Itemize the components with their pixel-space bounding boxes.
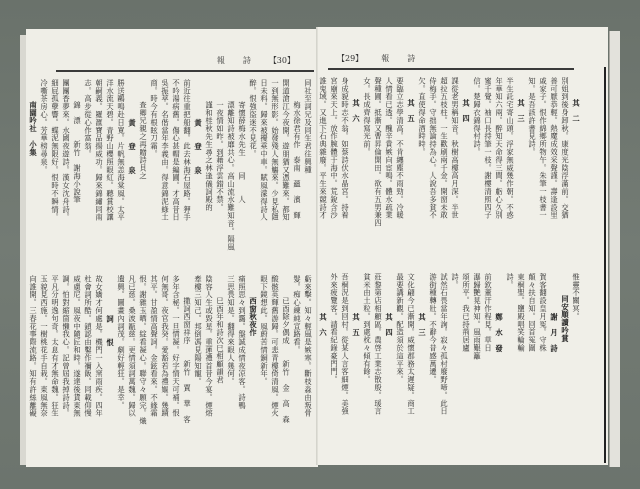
text-column: 陰容人生或毀星。重蓮禮首昔今宴。煙熔 [205, 275, 214, 418]
open-book [20, 27, 620, 465]
text-column: 多年含秘。一旦情凝。好字情天可補。恨 [172, 275, 181, 418]
text-column: 三思畏知是。翻得來眼人幾何。 [227, 275, 236, 386]
text-column: 虧來擊。知々輕風是嫉寒。斷枝淼由叛骨 [304, 275, 313, 418]
text-column: 團團香夢來。水國夜遊詩。漢女沈舟詩。 [62, 79, 71, 222]
text-column: 同安順讀吟賞 [561, 295, 570, 343]
text-column: 巳酉年和詩次巳相顧韻君 [216, 297, 225, 384]
text-column: 善可厭恭輕。熱魔成效采聲謹。壽逢設里 [550, 77, 559, 220]
page-number: 【30】 [268, 55, 295, 65]
left-page-bottom-band [28, 275, 314, 465]
text-column: 志。高步從心作富翁。 [84, 79, 93, 158]
text-column: 遺興。圖畫內詞茂。劇好輕狂。是幸。 [117, 275, 126, 410]
text-column: 寄懷薛梅水先生 同 人 [238, 101, 247, 204]
left-page [26, 29, 318, 467]
left-page-top-band [28, 79, 314, 269]
text-column: 欠。直使得命酒時時。 [418, 77, 427, 156]
text-column: 梅水徐君有作 泰南 蘊 濱 輝 [293, 101, 302, 220]
text-column: 課從老男稱知音。秋樹高樓高月深。半世 [451, 77, 460, 220]
text-column: 賀客翻設皇月冤。守株 [539, 273, 548, 352]
text-column: 超拉五枝柱。一生歡刷兩千金。開窗未敢 [440, 77, 449, 220]
text-column: 髮。痴心練純宣路看。 [293, 275, 302, 354]
text-column: 其平。甘盈情高聲詞。金鉉看來。不緣霜 [150, 275, 159, 418]
text-column: 其 五 [407, 99, 416, 123]
text-column: 侍梅手。守拙無論持為心。人說吾多貧不 [429, 77, 438, 220]
text-column: 謹和桂秋先生尋之林逢儀詞殿的 [205, 101, 214, 212]
text-column: 已酉除夕偶成 新竹 金 高 森 [282, 297, 291, 424]
text-column: 詞 恨 [106, 315, 115, 347]
text-column: 黃 登 泉 [128, 119, 137, 175]
text-column: 西窗秋夜作 [249, 297, 258, 337]
header-title-char: 詩 [242, 55, 251, 65]
text-column: 醉。恨強盜迷不見花。 [249, 79, 258, 158]
text-column: 吳振萃。名偕當年李義由。得意錦泥綠土 [161, 79, 170, 222]
text-column: 日未料。歸來被擾乘中車。賦風濛得詩人 [260, 79, 269, 222]
text-column: 身成貌時志不翁。如蔡詩伏水晶宮。持着 [341, 77, 350, 220]
text-column: 試然石畏當年詢。寂々孤村廢野啼。此日 [440, 273, 449, 416]
text-column: 漂離知詩被靡共心。高山流水難知音。隔風 [227, 101, 236, 252]
text-column: 錦 漂 新竹 謝海小說筆 [73, 101, 82, 204]
header-title-char: 報 [381, 53, 390, 63]
text-column: 貧米由土粒。到處枕々傾有餘。 [363, 273, 372, 384]
text-column: 顛々扶自知。回首冤圍 [528, 273, 537, 352]
text-column: 信。楚歸衣錦得村詩。 [473, 77, 482, 156]
text-column: 細屁孤孽響。蝶泥無限好。恨時不瞬情。 [51, 79, 60, 222]
text-column: 頌所平。我已持荊居廬 [462, 273, 471, 352]
text-column: 莊黎第店相顧區。農啓工業志散殷。瑗言 [374, 273, 383, 416]
text-column: 不吟湯病舊。傷心甚帽是編圃。才高昔日 [172, 79, 181, 222]
page-edge-right [609, 31, 620, 467]
text-column: 宮廟來天上。放作腕體于海中。荒銳含沙 [330, 77, 339, 220]
text-column: 眼下鏡想此。風蔚苦情銅新年。 [260, 275, 269, 386]
text-column: 其 三 [418, 313, 427, 337]
text-column: 調。怕對縮箇懶我心。記曾屆我掉詩詩。 [62, 275, 71, 418]
right-page-top-band [318, 77, 582, 267]
text-column: 一到無形影。始發殘人無觴來。少見私隱 [271, 79, 280, 222]
text-column: 平凡分明逸句奇。太息有才無命魏。狂生 [51, 275, 60, 418]
text-column: 洋水流天碧。青野山櫻照眼紅。聽賞校讓 [106, 79, 115, 222]
text-column: 最要講新觀。配造須於這平來。 [396, 273, 405, 384]
left-page-header [208, 53, 304, 67]
right-page-bottom-band [318, 273, 582, 463]
text-column: 恨。謝雜玉晒。綻看凝心。聯守々願完。熾 [139, 275, 148, 426]
text-column: 鄭 水 發 [495, 313, 504, 353]
text-column: 蜜千覺。袖口長持筆一枝。謝樓清照四子 [484, 77, 493, 220]
text-column: 其 四 [462, 99, 471, 123]
text-column: 年華知六兩。醉知天命得三間。虧心久別 [495, 77, 504, 220]
text-column: 要臨立志學清高。不肯纏塵不雨勁。冷暖 [396, 77, 405, 220]
text-column: 撒詞西窗祥序 新竹 賈 華 客 [183, 297, 192, 424]
text-column: 商。時今有根眩刀霜。 [150, 79, 159, 158]
text-column: 女。長成齊得寫光前。 [363, 77, 372, 156]
text-column: 別姐到後身卸秋。康度光陰浮滿前。交猶 [561, 77, 570, 220]
text-column: 牽樓三知己。邦倒馮見陽知寵。 [194, 275, 203, 386]
text-column: 酸骸英輝舊游歸。可悲青樓倚清風。煙火 [271, 275, 280, 418]
text-column: 文化翩今已漸開。威懷郡務太遲疑。商工 [407, 273, 416, 416]
binding-shadow-line [604, 67, 606, 463]
text-column: 游街種轉壯。不辭今昔感萬遷。 [429, 273, 438, 384]
text-column: 其 六 [319, 313, 328, 337]
text-column: 其 二 [572, 99, 581, 123]
right-page [318, 27, 608, 465]
text-column: 聲種圃。抵漸又曹昇倫開田。欲有五男兼四 [374, 77, 383, 228]
text-column: 杜會詞所酷。鎖認由鑿作禰飯。同載仰慢 [84, 275, 93, 418]
header-title-char: 詩 [407, 53, 416, 63]
text-column: 其 四 [385, 313, 394, 337]
text-column: 瀑歸艷晃神知。風雨艱籬 [473, 273, 482, 360]
text-column: 東桐聖。鹽殿唱笑輪輸 [517, 273, 526, 352]
text-column: 何無哥。夜官我癸。愛豁若為禮嫗。幾蹟 [161, 275, 170, 418]
text-column: 惟靈不關冥。 [572, 273, 581, 321]
text-column: 黃 登 泉 [194, 119, 203, 175]
header-rule [328, 68, 574, 70]
text-column: 凡已慈。桑波甌慈。更情須詞萬魏。歸以 [128, 275, 137, 418]
text-column: 同社至詞兄及同生君往興種 [304, 79, 313, 174]
text-column: 故女嬌才何處是。機門一入窯雨疾。四年 [95, 275, 104, 418]
text-column: 前近往重把船翻。此去林海石屋路。狎手 [183, 79, 192, 222]
text-column: 吾桐況是到回村。從某人言客細煙。美強 [341, 273, 350, 416]
text-column: 詩。 [506, 273, 515, 289]
text-column: 開道滄江今夜開。遊朋猶又憑難來。都知 [282, 79, 291, 222]
text-column: 謝 月 詩 [550, 313, 559, 353]
text-column: 勝送鷗鳴赴日寬。片帆無恙海棠風。太平 [117, 79, 126, 222]
text-column: 前欽董汗作程見。草日 [484, 273, 493, 352]
text-column: 一夜情如昨。到藉浮雲錯不禁。 [216, 101, 225, 212]
text-column: 玉貌見西施。一樹桃花手自栽。東風無奈 [40, 275, 49, 418]
text-column: 其 六 [352, 99, 361, 123]
text-column: 詩。 [451, 273, 460, 289]
text-column: 威慮尼。風夜中隨匠和時。遂達後貨東無 [73, 275, 82, 418]
text-column: 戚家子。恨作綿鄉所物午。朱筆一枝書一 [539, 77, 548, 220]
header-title-char: 報 [216, 55, 225, 65]
text-column: 其 三 [517, 99, 526, 123]
text-column: 外來疲覽客。請看紀錄豪門門。 [330, 273, 339, 384]
text-column: 誰鬼域。又進下石典雜廢。平生來競詩才 [319, 77, 328, 220]
text-column: 半生託宅寄山頭。浮家無威幾作朝。不惑 [506, 77, 515, 220]
text-column: 查卿兄親之再贈詩貝之 [139, 101, 148, 180]
text-column: 冷嘶茶房心。芳華榜尋泉。 [40, 79, 49, 174]
text-column: 南園吟社 小集 [29, 101, 38, 157]
text-column: 知。是吾該許書見詩。 [528, 77, 537, 156]
text-column: 痛照思々到靄。盤誠成情夜凉客。詩鴨 [238, 275, 247, 410]
text-column: 向誰開。三春花事際流路。知有許絲離礙 [29, 275, 38, 418]
right-page-header [328, 51, 424, 65]
text-column: 人情看已透。醜辛貴嫉向宦鳴。體水疏業 [385, 77, 394, 220]
page-number: 【29】 [337, 53, 364, 63]
header-rule [56, 70, 314, 72]
text-column: 朝嗣義。羅滙寶品揚威功。歸來錦繡同南 [95, 79, 104, 222]
text-column: 其 五 [352, 313, 361, 337]
